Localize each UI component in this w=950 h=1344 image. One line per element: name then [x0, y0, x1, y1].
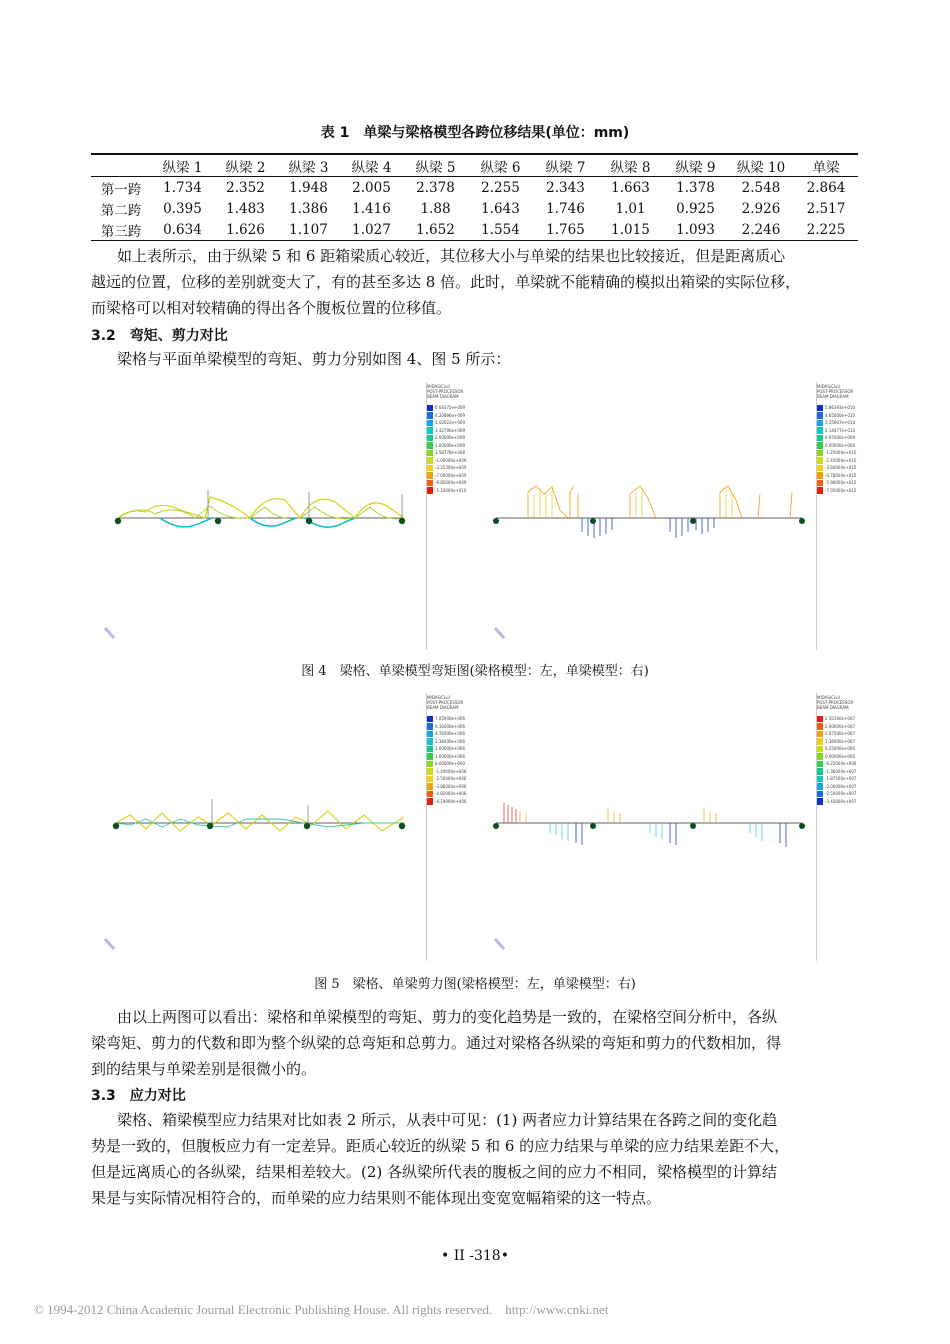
legend-row: -3.43000e+007: [817, 798, 877, 806]
legend-row: 3.42796e+009: [427, 427, 487, 435]
header-cell: 纵梁 7: [545, 159, 586, 176]
header-cell: 纵梁 3: [288, 159, 329, 176]
support-icon: [590, 823, 596, 829]
table-cell: 1.027: [352, 221, 391, 238]
section-heading-3-2: 3.2 弯矩、剪力对比: [91, 328, 228, 344]
table-cell: 1.734: [163, 179, 202, 196]
section-heading-3-3: 3.3 应力对比: [91, 1088, 186, 1104]
figure4-caption: 图 4 梁格、单梁模型弯矩图(梁格模型：左，单梁模型：右): [301, 664, 649, 679]
legend-header: MIDAS/Civil: [427, 695, 450, 700]
paragraph-line: 果是与实际情况相符合的，而单梁的应力结果则不能体现出变宽宽幅箱梁的这一特点。: [91, 1189, 662, 1207]
legend-row: 2.00000e+007: [817, 723, 877, 731]
paragraph-line: 梁格与平面单梁模型的弯矩、剪力分别如图 4、图 5 所示：: [117, 350, 511, 368]
legend-header: BEAM DIAGRAM: [817, 394, 849, 399]
support-icon: [113, 823, 119, 829]
table-cell: 1.746: [546, 200, 585, 217]
paragraph-line: 由以上两图可以看出：梁格和单梁模型的弯矩、剪力的变化趋势是一致的，在梁格空间分析中，各纵: [117, 1008, 778, 1026]
table-cell: 1.378: [676, 179, 715, 196]
figure5-left-panel: [100, 693, 467, 961]
legend-row: 6.10000e+006: [427, 723, 487, 731]
table-cell: 1.765: [546, 221, 585, 238]
table-cell: 1.483: [226, 200, 265, 217]
legend-row: 0.00000e+000: [817, 442, 877, 450]
table-header-row: [91, 155, 858, 177]
row-label: 第二跨: [100, 202, 142, 219]
shear-diagram-single-beam: [490, 693, 815, 961]
table-row: [91, 177, 858, 199]
legend-row: -5.90000e+010: [817, 479, 877, 487]
figure4-left-panel: [100, 382, 467, 650]
legend-row: 4.02022e+009: [427, 419, 487, 427]
figure5-left-legend: [427, 695, 487, 805]
legend-row: -2.00000e+007: [817, 783, 877, 791]
legend-header: POST-PROCESSOR: [817, 700, 854, 705]
table-row: [91, 219, 858, 240]
support-icon: [399, 823, 405, 829]
table-cell: 1.643: [481, 200, 520, 217]
figure5-caption: 图 5 梁格、单梁剪力图(梁格模型：左，单梁模型：右): [314, 977, 636, 992]
legend-row: -2.50000e+007: [817, 790, 877, 798]
header-cell: 纵梁 5: [415, 159, 456, 176]
shear-diagram-beam-grid: [100, 693, 425, 961]
table-row: [91, 198, 858, 219]
legend-row: -3.60000e+010: [817, 464, 877, 472]
legend-row: 7.05900e+006: [427, 715, 487, 723]
table-cell: 1.948: [289, 179, 328, 196]
legend-row: 1.00000e+006: [427, 753, 487, 761]
table-cell: 2.246: [741, 221, 781, 238]
table-cell: 2.517: [806, 200, 846, 217]
legend-header: POST-PROCESSOR: [427, 700, 464, 705]
row-label: 第一跨: [100, 181, 142, 198]
legend-row: -1.10000e+010: [427, 487, 487, 495]
legend-row: 0.00000e+000: [427, 760, 487, 768]
legend-header: BEAM DIAGRAM: [817, 705, 849, 710]
legend-row: -2.45000e+010: [817, 457, 877, 465]
support-icon: [115, 518, 121, 524]
table-cell: 1.015: [611, 221, 650, 238]
support-icon: [215, 518, 221, 524]
table-cell: 2.005: [352, 179, 391, 196]
legend-header: POST-PROCESSOR: [817, 389, 854, 394]
legend-row: -6.19000e+006: [427, 798, 487, 806]
legend-header: MIDAS/Civil: [817, 695, 840, 700]
figure4-left-legend: [427, 384, 487, 494]
paragraph-line: 到的结果与单梁差别是很微小的。: [91, 1060, 317, 1078]
table-cell: 2.255: [481, 179, 520, 196]
legend-header: BEAM DIAGRAM: [427, 394, 459, 399]
legend-row: 0.00000e+000: [817, 753, 877, 761]
support-icon: [207, 823, 213, 829]
table-cell: 2.378: [416, 179, 455, 196]
legend-row: -2.50000e+006: [427, 775, 487, 783]
table-cell: 2.864: [806, 179, 846, 196]
legend-row: -4.82000e+006: [427, 790, 487, 798]
header-cell: [91, 155, 151, 177]
header-cell: 纵梁 10: [736, 159, 786, 176]
copyright-footer: © 1994-2012 China Academic Journal Electronic Publishing House. All rights reserved. http://www.cnki.net: [34, 1302, 609, 1317]
legend-row: -3.25300e+009: [427, 464, 487, 472]
figure5-right-panel: [490, 693, 857, 961]
legend-row: 2.50100e+007: [817, 715, 877, 723]
row-label: 第三跨: [100, 223, 142, 240]
paragraph-line: 梁弯矩、剪力的代数和即为整个纵梁的总弯矩和总剪力。通过对梁格各纵梁的弯矩和剪力的代数相加，得: [91, 1034, 782, 1052]
legend-row: -1.40000e+006: [427, 768, 487, 776]
legend-row: -1.87500e+007: [817, 775, 877, 783]
table-cell: 2.926: [741, 200, 781, 217]
figure4-right-panel: [490, 382, 857, 650]
header-cell: 纵梁 2: [225, 159, 266, 176]
legend-row: 1.87500e+007: [817, 730, 877, 738]
legend-header: BEAM DIAGRAM: [427, 705, 459, 710]
header-cell: 纵梁 9: [675, 159, 716, 176]
support-icon: [493, 823, 499, 829]
legend-row: 6.64375e+009: [427, 404, 487, 412]
legend-row: -7.05000e+010: [817, 487, 877, 495]
support-icon: [306, 518, 312, 524]
legend-row: 3.58778e+008: [427, 449, 487, 457]
legend-row: -6.25000e+006: [817, 760, 877, 768]
legend-row: 2.00000e+006: [427, 745, 487, 753]
legend-row: -1.00000e+009: [427, 457, 487, 465]
table-1: [91, 153, 858, 241]
table-cell: 2.343: [546, 179, 585, 196]
table-cell: 2.352: [226, 179, 265, 196]
legend-row: 5.86393e+010: [817, 404, 877, 412]
table-cell: 1.416: [352, 200, 391, 217]
figure5-right-legend: [817, 695, 877, 805]
legend-row: 2.00000e+009: [427, 434, 487, 442]
support-icon: [399, 518, 405, 524]
support-icon: [799, 823, 805, 829]
table-cell: 0.925: [676, 200, 715, 217]
table-cell: 1.554: [481, 221, 520, 238]
figure4-right-legend: [817, 384, 877, 494]
legend-row: 1.00000e+009: [427, 442, 487, 450]
legend-header: MIDAS/Civil: [427, 384, 450, 389]
legend-row: -3.86000e+006: [427, 783, 487, 791]
table-cell: 0.634: [163, 221, 202, 238]
header-cell: 纵梁 8: [610, 159, 651, 176]
table-cell: 0.395: [163, 200, 202, 217]
legend-row: 6.25000e+006: [817, 745, 877, 753]
legend-row: 2.14477e+010: [817, 427, 877, 435]
table-cell: 2.548: [741, 179, 781, 196]
legend-row: -9.85000e+009: [427, 479, 487, 487]
legend-header: POST-PROCESSOR: [427, 389, 464, 394]
moment-diagram-single-beam: [490, 382, 815, 650]
moment-diagram-beam-grid: [100, 382, 425, 650]
paragraph-line: 势是一致的，但腹板应力有一定差异。距质心较近的纵梁 5 和 6 的应力结果与单梁的应力结果差距不大，: [91, 1137, 790, 1155]
legend-row: -1.25000e+010: [817, 449, 877, 457]
legend-row: 3.25907e+010: [817, 419, 877, 427]
legend-row: 4.76000e+006: [427, 730, 487, 738]
legend-row: 1.36000e+007: [817, 738, 877, 746]
support-icon: [590, 518, 596, 524]
header-cell: 纵梁 4: [351, 159, 392, 176]
table-cell: 1.652: [416, 221, 455, 238]
table-bottom-rule: [91, 240, 858, 241]
legend-row: -7.00000e+009: [427, 472, 487, 480]
header-cell: 纵梁 6: [480, 159, 521, 176]
support-icon: [493, 518, 499, 524]
support-icon: [690, 518, 696, 524]
table-cell: 1.093: [676, 221, 715, 238]
page-number: • II -318•: [441, 1248, 509, 1264]
legend-row: -1.36000e+007: [817, 768, 877, 776]
paragraph-line: 而梁格可以相对较精确的得出各个腹板位置的位移值。: [91, 299, 452, 317]
table-cell: 1.386: [289, 200, 328, 217]
support-icon: [690, 823, 696, 829]
legend-row: 3.38400e+006: [427, 738, 487, 746]
table-cell: 1.107: [289, 221, 328, 238]
table-cell: 1.01: [615, 200, 646, 217]
table-title: 表 1 单梁与梁格模型各跨位移结果(单位：mm): [320, 125, 630, 141]
table-cell: 2.225: [806, 221, 846, 238]
legend-row: 4.65000e+010: [817, 412, 877, 420]
table-grid: [91, 155, 858, 240]
paragraph-line: 梁格、箱梁模型应力结果对比如表 2 所示，从表中可见：(1) 两者应力计算结果在各跨之间的变化趋: [117, 1111, 778, 1129]
table-cell: 1.663: [611, 179, 650, 196]
table-cell: 1.88: [420, 200, 451, 217]
legend-row: 9.97000e+009: [817, 434, 877, 442]
table-cell: 1.626: [226, 221, 265, 238]
paragraph-line: 越远的位置，位移的差别就变大了，有的甚至多达 8 倍。此时，单梁就不能精确的模拟出箱梁的实际位移，: [91, 273, 801, 291]
legend-row: 4.20896e+009: [427, 412, 487, 420]
support-icon: [304, 823, 310, 829]
support-icon: [799, 518, 805, 524]
header-cell: 单梁: [812, 159, 840, 176]
paragraph-line: 但是远离质心的各纵梁，结果相差较大。(2) 各纵梁所代表的腹板之间的应力不相同，梁格模型的计算结: [91, 1163, 778, 1181]
paragraph-line: 如上表所示，由于纵梁 5 和 6 距箱梁质心较近，其位移大小与单梁的结果也比较接近，但是距离质心: [117, 247, 786, 265]
legend-header: MIDAS/Civil: [817, 384, 840, 389]
header-cell: 纵梁 1: [162, 159, 203, 176]
legend-row: -4.78000e+010: [817, 472, 877, 480]
